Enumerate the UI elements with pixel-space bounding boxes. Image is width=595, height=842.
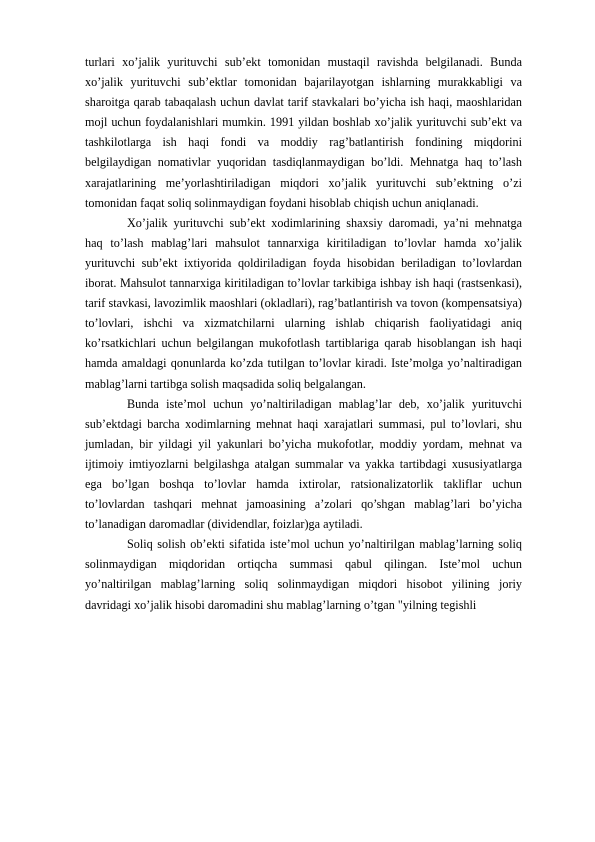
paragraph-1: turlari xo’jalik yurituvchi sub’ekt tomonidan mustaqil ravishda belgilanadi. Bunda xo’jalik yurituvchi sub’ektlar tomonidan bajarilayotgan ishlarning murakkabligi va sharoitga qarab tabaqalash uchun davlat tarif stavkalari bo’yicha ish haqi, maoshlaridan mojl uchun foydalanishlari mumkin. 1991 yildan boshlab xo’jalik yurituvchi sub’ekt va tashkilotlarga ish haqi fondi va moddiy rag’batlantirish fondining miqdorini belgilaydigan nomativlar yuqoridan tasdiqlanmaydigan bo’ldi. Mehnatga haq to’lash xarajatlarining me’yorlashtiriladigan miqdori xo’jalik yurituvchi sub’ektning o’zi tomonidan faqat soliq solinmaydigan foydani hisoblab chiqish uchun aniqlanadi.	[85, 55, 522, 210]
paragraph-3: Bunda iste’mol uchun yo’naltiriladigan mablag’lar deb, xo’jalik yurituvchi sub’ektdagi barcha xodimlarning mehnat haqi xarajatlari summasi, pul to’lovlari, shu jumladan, bir yildagi yil yakunlari bo’yicha mukofotlar, moddiy yordam, mehnat va ijtimoiy imtiyozlarni belgilashga atalgan summalar va yakka tartibdagi xususiyatlarga ega bo’lgan boshqa to’lovlar hamda ixtirolar, ratsionalizatorlik takliflar uchun to’lovlardan tashqari mehnat jamoasining a’zolari qo’shgan mablag’lari bo’yicha to’lanadigan daromadlar (dividendlar, foizlar)ga aytiladi.	[85, 396, 522, 532]
document-page	[85, 52, 522, 615]
paragraph-2: Xo’jalik yurituvchi sub’ekt xodimlarining shaxsiy daromadi, ya’ni mehnatga haq to’lash mablag’lari mahsulot tannarxiga kiritiladigan to’lovlar hamda xo’jalik yurituvchi sub’ekt ixtiyorida qoldiriladigan foyda hisobidan beriladigan to’lovlardan iborat. Mahsulot tannarxiga kiritiladigan to’lovlar tarkibiga ishbay ish haqi (rastsenkasi), tarif stavkasi, lavozimlik maoshlari (okladlari), rag’batlantirish va tovon (kompensatsiya) to’lovlari, ishchi va xizmatchilarni ularning ishlab chiqarish faoliyatidagi aniq ko’rsatkichlari uchun belgilangan mukofotlash tartiblariga qarab hisoblangan ish haqi hamda amaldagi qonunlarda ko’zda tutilgan to’lovlar kiradi. Iste’molga yo’naltiradigan mablag’larni tartibga solish maqsadida soliq belgalangan.	[85, 215, 522, 391]
paragraph-4: Soliq solish ob’ekti sifatida iste’mol uchun yo’naltirilgan mablag’larning soliq solinmaydigan miqdoridan ortiqcha summasi qabul qilingan. Iste’mol uchun yo’naltirilgan mablag’larning soliq solinmaydigan miqdori hisobot yilining joriy davridagi xo’jalik hisobi daromadini shu mablag’larning o’tgan "yilning tegishli	[85, 537, 522, 612]
